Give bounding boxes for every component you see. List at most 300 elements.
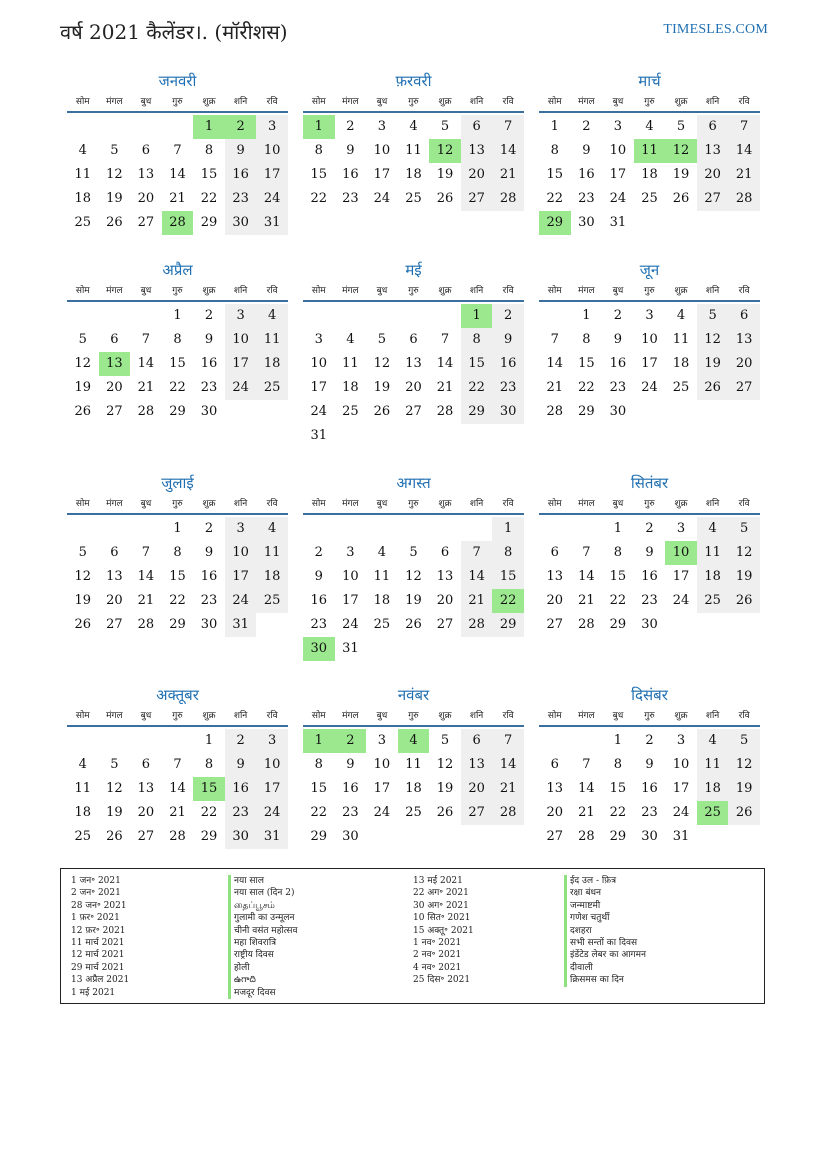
day-cell: 29 [461,400,493,424]
weekday-label: सोम [75,286,90,296]
day-cell: 16 [342,781,359,796]
month-calendar [67,258,288,424]
month-name: दिसंबर [631,686,668,704]
weekday-header [303,707,524,727]
weekday-header [539,495,760,515]
legend-date: 1 फ़र॰ 2021 [71,913,120,924]
day-cell: 10 [225,541,257,565]
day-cell: 11 [256,541,288,565]
day-cell: 18 [256,352,288,376]
weekday-label: शुक्र [202,499,216,509]
day-cell: 25 [405,191,422,206]
day-cell: 5 [676,119,686,134]
day-cell: 9 [225,139,257,163]
day-cell: 8 [492,541,524,565]
day-cell: 10 [373,757,391,772]
day-cell: 2 [314,545,323,560]
weekday-label: रवि [502,286,514,296]
weekday-label: मंगल [578,286,595,296]
day-cell: 3 [377,119,387,134]
day-cell: 12 [405,569,422,584]
day-cell: 6 [461,729,493,753]
day-cell: 29 [169,617,186,632]
day-cell: 11 [672,332,690,347]
holiday-day-cell: 13 [99,352,131,376]
day-cell: 25 [373,617,391,632]
day-cell: 16 [641,569,658,584]
weekday-label: शनि [233,286,248,296]
day-cell: 27 [405,404,422,419]
day-cell: 29 [200,829,218,844]
day-cell: 20 [137,805,155,820]
day-cell: 4 [78,757,87,772]
legend-names-left [228,875,398,999]
day-cell: 26 [373,404,391,419]
empty-cell [130,729,162,753]
day-cell: 4 [409,119,418,134]
day-cell: 8 [582,332,591,347]
day-cell: 23 [641,593,658,608]
day-cell: 23 [225,801,257,825]
day-cell: 9 [204,545,214,560]
day-cell: 29 [609,617,627,632]
weekday-label: शनि [469,97,484,107]
day-cell: 30 [578,215,595,230]
empty-cell [335,304,367,328]
day-grid [67,517,288,637]
day-cell: 27 [546,617,564,632]
weekday-label: गुरु [172,286,183,296]
weekday-label: बुध [612,97,624,107]
day-cell: 2 [582,119,591,134]
legend-holiday-name: गुलामी का उन्मूलन [228,912,398,924]
day-cell: 20 [697,163,729,187]
day-cell: 26 [436,805,454,820]
day-cell: 6 [110,545,119,560]
day-cell: 25 [641,191,658,206]
day-cell: 18 [373,593,391,608]
day-cell: 22 [609,593,627,608]
weekday-label: शनि [233,97,248,107]
weekday-label: बुध [612,711,624,721]
month-name: मार्च [638,72,661,90]
day-cell: 18 [672,356,690,371]
day-cell: 13 [436,569,454,584]
weekday-header [67,282,288,302]
day-cell: 10 [256,753,288,777]
day-cell: 18 [405,167,422,182]
holiday-day-cell: 10 [665,541,697,565]
day-cell: 6 [141,143,151,158]
weekday-label: सोम [547,97,562,107]
holiday-day-cell: 1 [303,115,335,139]
day-cell: 5 [110,757,119,772]
empty-cell [162,729,194,753]
legend-holiday-name: क्रिसमस का दिन [564,974,734,986]
day-cell: 15 [578,356,595,371]
day-cell: 16 [342,167,359,182]
day-cell: 21 [436,380,454,395]
holiday-day-cell: 1 [303,729,335,753]
weekday-label: रवि [502,97,514,107]
holiday-day-cell: 1 [193,115,225,139]
weekday-header [539,282,760,302]
weekday-label: शुक्र [202,711,216,721]
weekday-label: सोम [311,499,326,509]
holiday-day-cell: 22 [492,589,524,613]
day-cell: 11 [405,757,422,772]
day-cell: 22 [169,593,186,608]
weekday-label: मंगल [342,286,359,296]
weekday-label: सोम [75,97,90,107]
day-cell: 19 [728,777,760,801]
holiday-day-cell: 12 [665,139,697,163]
day-cell: 28 [492,187,524,211]
month-name: जनवरी [158,72,197,90]
month-calendar [539,471,760,637]
day-cell: 2 [346,119,355,134]
day-cell: 8 [204,143,214,158]
day-cell: 28 [436,404,454,419]
weekday-label: शुक्र [674,711,688,721]
weekday-label: सोम [311,286,326,296]
weekday-label: गुरु [644,286,655,296]
weekday-header [539,93,760,113]
weekday-label: मंगल [578,711,595,721]
day-grid [67,304,288,424]
day-cell: 7 [582,545,591,560]
day-cell: 9 [492,328,524,352]
month-calendar [303,471,524,661]
day-cell: 9 [346,143,355,158]
day-cell: 17 [256,777,288,801]
weekday-label: बुध [376,97,388,107]
day-cell: 4 [346,332,355,347]
day-cell: 13 [137,781,155,796]
day-cell: 27 [461,801,493,825]
weekday-label: शनि [705,499,720,509]
day-cell: 1 [613,733,623,748]
day-cell: 5 [78,545,87,560]
holiday-legend [60,868,765,1004]
day-grid [539,729,760,849]
day-cell: 7 [173,143,182,158]
day-cell: 17 [672,781,690,796]
empty-cell [99,304,131,328]
day-cell: 17 [225,565,257,589]
day-cell: 20 [728,352,760,376]
day-cell: 14 [728,139,760,163]
day-cell: 25 [342,404,359,419]
empty-cell [67,729,99,753]
weekday-label: गुरु [172,97,183,107]
weekday-header [67,93,288,113]
legend-holiday-name: इंडेंटेड लेबर का आगमन [564,949,734,961]
day-cell: 15 [169,569,186,584]
day-cell: 29 [310,829,328,844]
day-cell: 8 [613,545,623,560]
day-cell: 3 [225,304,257,328]
day-cell: 17 [373,167,391,182]
weekday-label: गुरु [644,499,655,509]
day-cell: 18 [74,805,92,820]
weekday-label: सोम [547,286,562,296]
empty-cell [366,304,398,328]
day-cell: 30 [225,211,257,235]
weekday-label: रवि [266,499,278,509]
month-calendar [539,69,760,235]
month-name: जून [639,261,660,279]
day-cell: 14 [137,569,155,584]
empty-cell [162,115,194,139]
day-cell: 1 [613,521,623,536]
day-cell: 30 [641,617,658,632]
day-cell: 11 [74,781,92,796]
weekday-label: बुध [376,499,388,509]
day-cell: 19 [672,167,690,182]
day-cell: 14 [169,781,186,796]
day-grid [303,115,524,211]
weekday-label: गुरु [408,286,419,296]
month-name: जुलाई [161,474,194,492]
day-cell: 27 [436,617,454,632]
day-cell: 8 [204,757,214,772]
weekday-label: मंगल [106,286,123,296]
day-cell: 4 [697,517,729,541]
day-cell: 4 [256,517,288,541]
day-cell: 26 [436,191,454,206]
day-cell: 24 [225,589,257,613]
weekday-label: बुध [140,286,152,296]
day-cell: 17 [225,352,257,376]
day-cell: 16 [609,356,627,371]
day-cell: 27 [546,829,564,844]
day-cell: 29 [200,215,218,230]
weekday-label: गुरु [408,499,419,509]
day-cell: 13 [461,753,493,777]
day-cell: 7 [141,332,151,347]
day-cell: 23 [225,187,257,211]
day-cell: 23 [609,380,627,395]
day-cell: 8 [314,143,323,158]
day-cell: 2 [204,521,214,536]
site-link[interactable]: TIMESLES.COM [663,22,768,37]
day-cell: 5 [78,332,87,347]
day-cell: 26 [697,376,729,400]
day-cell: 3 [256,115,288,139]
day-cell: 14 [492,139,524,163]
day-cell: 15 [200,167,218,182]
day-cell: 28 [492,801,524,825]
day-cell: 15 [461,352,493,376]
legend-date: 29 मार्च 2021 [71,962,125,973]
day-grid [539,517,760,637]
day-cell: 19 [697,352,729,376]
day-cell: 7 [728,115,760,139]
day-cell: 19 [74,593,92,608]
page-title: वर्ष 2021 कैलेंडर।. (मॉरीशस) [60,20,288,44]
day-cell: 23 [578,191,595,206]
day-cell: 10 [609,143,627,158]
day-cell: 3 [314,332,323,347]
weekday-label: गुरु [644,97,655,107]
day-cell: 12 [728,541,760,565]
day-cell: 24 [672,593,690,608]
legend-holiday-name: महा शिवरात्रि [228,937,398,949]
day-cell: 31 [672,829,690,844]
day-cell: 2 [204,308,214,323]
day-cell: 30 [200,404,218,419]
day-cell: 18 [405,781,422,796]
day-cell: 7 [492,729,524,753]
day-cell: 30 [609,404,627,419]
month-name: नवंबर [397,686,430,704]
legend-date: 11 मार्च 2021 [71,938,125,949]
day-cell: 4 [256,304,288,328]
day-cell: 7 [141,545,151,560]
weekday-header [539,707,760,727]
empty-cell [398,517,430,541]
weekday-label: शुक्र [438,286,452,296]
day-cell: 27 [137,829,155,844]
legend-date: 12 मार्च 2021 [71,950,125,961]
weekday-label: बुध [140,499,152,509]
day-grid [303,517,524,661]
empty-cell [571,517,603,541]
month-name: अगस्त [396,474,431,492]
day-cell: 10 [672,757,690,772]
month-calendar [67,471,288,637]
day-cell: 26 [106,215,123,230]
day-cell: 21 [137,593,155,608]
day-cell: 9 [314,569,323,584]
day-grid [303,729,524,849]
weekday-label: मंगल [578,499,595,509]
month-calendar [67,69,288,235]
day-cell: 10 [641,332,658,347]
day-cell: 17 [256,163,288,187]
day-cell: 12 [106,781,123,796]
weekday-label: रवि [738,711,750,721]
weekday-label: सोम [547,499,562,509]
day-cell: 25 [256,589,288,613]
day-cell: 13 [106,569,123,584]
day-cell: 8 [550,143,559,158]
day-cell: 6 [550,545,559,560]
day-cell: 7 [492,115,524,139]
day-cell: 22 [169,380,186,395]
weekday-label: मंगल [106,499,123,509]
weekday-label: सोम [547,711,562,721]
day-cell: 2 [645,733,654,748]
day-cell: 15 [169,356,186,371]
empty-cell [429,304,461,328]
weekday-label: सोम [311,711,326,721]
day-cell: 18 [342,380,359,395]
day-cell: 14 [436,356,454,371]
day-grid [303,304,524,448]
day-cell: 17 [609,167,627,182]
day-cell: 21 [546,380,564,395]
empty-cell [67,304,99,328]
day-cell: 20 [137,191,155,206]
day-cell: 28 [137,617,155,632]
legend-dates-right [413,875,563,987]
day-cell: 24 [373,805,391,820]
day-cell: 9 [645,757,654,772]
day-cell: 19 [436,781,454,796]
legend-holiday-name: सभी सन्तों का दिवस [564,937,734,949]
day-cell: 24 [641,380,658,395]
holiday-day-cell: 12 [429,139,461,163]
holiday-day-cell: 29 [539,211,571,235]
day-cell: 20 [405,380,422,395]
day-cell: 15 [546,167,564,182]
weekday-label: शुक्र [438,97,452,107]
legend-holiday-name: नया साल (दिन 2) [228,887,398,899]
day-cell: 7 [582,757,591,772]
weekday-label: बुध [140,97,152,107]
day-cell: 14 [461,565,493,589]
day-cell: 26 [106,829,123,844]
day-cell: 5 [110,143,119,158]
day-cell: 8 [173,545,182,560]
day-cell: 14 [137,356,155,371]
day-cell: 6 [550,757,559,772]
day-cell: 5 [440,119,450,134]
day-cell: 7 [173,757,182,772]
weekday-label: रवि [266,97,278,107]
day-cell: 23 [492,376,524,400]
legend-date: 2 नव॰ 2021 [413,950,462,961]
day-cell: 28 [578,829,595,844]
day-cell: 2 [225,729,257,753]
day-cell: 7 [550,332,559,347]
day-cell: 21 [461,589,493,613]
day-cell: 16 [578,167,595,182]
day-cell: 31 [256,211,288,235]
day-cell: 27 [697,187,729,211]
day-cell: 3 [676,521,686,536]
weekday-label: मंगल [578,97,595,107]
weekday-label: शनि [469,711,484,721]
day-cell: 3 [225,517,257,541]
day-cell: 14 [578,569,595,584]
day-cell: 12 [373,356,391,371]
day-cell: 21 [137,380,155,395]
day-cell: 14 [169,167,186,182]
weekday-label: मंगल [342,97,359,107]
holiday-day-cell: 4 [398,729,430,753]
legend-holiday-name: दीवाली [564,962,734,974]
day-cell: 27 [728,376,760,400]
empty-cell [303,517,335,541]
day-cell: 19 [106,191,123,206]
day-cell: 22 [461,376,493,400]
day-cell: 21 [492,777,524,801]
day-grid [539,304,760,424]
day-cell: 15 [310,167,328,182]
month-calendar [539,258,760,424]
weekday-label: बुध [376,286,388,296]
month-name: अप्रैल [162,261,193,279]
empty-cell [366,517,398,541]
day-cell: 27 [106,617,123,632]
legend-date: 13 मई 2021 [413,876,463,886]
empty-cell [539,729,571,753]
holiday-day-cell: 25 [697,801,729,825]
weekday-label: रवि [502,711,514,721]
